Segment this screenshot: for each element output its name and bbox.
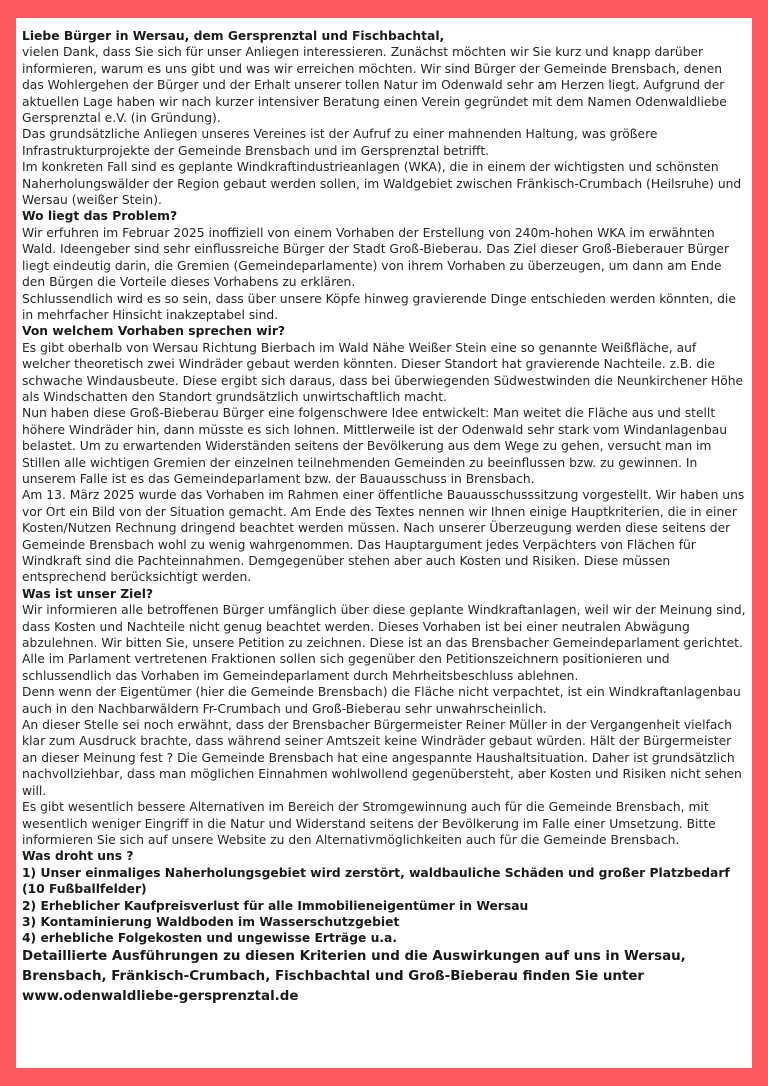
goal-heading: Was ist unser Ziel? bbox=[22, 586, 154, 601]
threat-item-3: 3) Kontaminierung Waldboden im Wasserschutzgebiet bbox=[22, 914, 400, 929]
problem-heading: Wo liegt das Problem? bbox=[22, 209, 178, 224]
goal-paragraph-5: Es gibt wesentlich bessere Alternativen im Bereich der Stromgewinnung auch für die Gemeinde Brensbach, mit wesentlich weniger Eingriff in die Natur und Widerstand seitens der Bevölkerung im Falle einer Umsetzung. Bitte informieren Sie sich auf unsere Website zu den Alternativmöglichkeiten auch für die Gemeinde Brensbach. bbox=[22, 800, 716, 847]
threat-item-1: 1) Unser einmaliges Naherholungsgebiet wird zerstört, waldbauliche Schäden und großer Platzbedarf (10 Fußballfelder) bbox=[22, 865, 730, 897]
intro-paragraph-2: Das grundsätzliche Anliegen unseres Vereines ist der Aufruf zu einer mahnenden Haltung, was größere Infrastrukturprojekte der Gemeinde Brensbach und im Gersprenztal betrifft. bbox=[22, 127, 658, 158]
greeting-heading: Liebe Bürger in Wersau, dem Gersprenztal und Fischbachtal, bbox=[22, 29, 445, 43]
project-paragraph-3: Am 13. März 2025 wurde das Vorhaben im Rahmen einer öffentliche Bauausschusssitzung vorgestellt. Wir haben uns vor Ort ein Bild von der Situation gemacht. Am Ende des Textes nennen wir Ihnen einige Hauptkriterien, die in einer Kosten/Nutzen Rechnung dringend beachtet werden müssen. Nach unserer Überzeugung werden diese seitens der Gemeinde Brensbach wohl zu wenig wahrgenommen. Das Hauptargument jedes Verpächters von Flächen für Windkraft sind die Pachteinnahmen. Demgegenüber stehen aber auch Kosten und Risiken. Diese müssen entsprechend berücksichtigt werden. bbox=[22, 488, 745, 585]
problem-paragraph-1: Wir erfuhren im Februar 2025 inoffiziell von einem Vorhaben der Erstellung von 240m-hohen WKA im erwähnten Wald. Ideengeber sind sehr einflussreiche Bürger der Stadt Groß-Bieberau. Das Ziel dieser Groß-Bieberauer Bürger liegt eindeutig darin, die Gremien (Gemeindeparlamente) von ihrem Vorhaben zu überzeugen, um dann am Ende den Bürgen die Vorteile dieses Vorhabens zu erklären. bbox=[22, 225, 730, 290]
problem-paragraph-2: Schlussendlich wird es so sein, dass über unsere Köpfe hinweg gravierende Dinge entschieden werden könnten, die in mehrfacher Hinsicht inakzeptabel sind. bbox=[22, 291, 736, 322]
project-heading: Von welchem Vorhaben sprechen wir? bbox=[22, 324, 286, 339]
closing-statement: Detaillierte Ausführungen zu diesen Kriterien und die Auswirkungen auf uns in Wersau, Brensbach, Fränkisch-Crumbach, Fischbachtal und Groß-Bieberau finden Sie unter www.odenwaldliebe-gersprenztal.de bbox=[22, 948, 686, 1004]
threat-heading: Was droht uns ? bbox=[22, 849, 134, 864]
goal-paragraph-2: Alle im Parlament vertretenen Fraktionen sollen sich gegenüber den Petitionszeichnern positionieren und schlussendlich das Vorhaben im Gemeindeparlament durch Mehrheitsbeschluss ablehnen. bbox=[22, 652, 670, 683]
intro-paragraph-1: vielen Dank, dass Sie sich für unser Anliegen interessieren. Zunächst möchten wir Sie kurz und knapp darüber informieren, warum es uns gibt und was wir erreichen möchten. Wir sind Bürger der Gemeinde Brensbach, denen das Wohlergehen der Bürger und der Erhalt unserer tollen Natur im Odenwald sehr am Herzen liegt. Aufgrund der aktuellen Lage haben wir nach kurzer intensiver Beratung einen Verein gegründet mit dem Namen Odenwaldliebe Gersprenztal e.V. (in Gründung). bbox=[22, 45, 727, 126]
project-paragraph-2: Nun haben diese Groß-Bieberau Bürger eine folgenschwere Idee entwickelt: Man weitet die Fläche aus und stellt höhere Windräder hin, dann müsste es sich lohnen. Mittlerweile ist der Odenwald sehr stark vom Windanlagenbau belastet. Um zu erwartenden Widerständen seitens der Bevölkerung aus dem Wege zu gehen, versucht man im Stillen alle wichtigen Gremien der einzelnen teilnehmenden Gemeinden zu beeinflussen bzw. zu gewinnen. In unserem Falle ist es das Gemeindeparlament bzw. der Bauausschuss in Brensbach. bbox=[22, 406, 728, 486]
threat-item-4: 4) erhebliche Folgekosten und ungewisse Erträge u.a. bbox=[22, 931, 398, 946]
goal-paragraph-1: Wir informieren alle betroffenen Bürger umfänglich über diese geplante Windkraftanlagen, weil wir der Meinung sind, dass Kosten und Nachteile nicht genug beachtet werden. Dieses Vorhaben ist bei einer neutralen Abwägung abzulehnen. Wir bitten Sie, unsere Petition zu zeichnen. Diese ist an das Brensbacher Gemeindeparlament gerichtet. bbox=[22, 603, 746, 651]
letter-page bbox=[16, 18, 752, 1068]
goal-paragraph-3: Denn wenn der Eigentümer (hier die Gemeinde Brensbach) die Fläche nicht verpachtet, ist ein Windkraftanlagenbau auch in den Nachbarwäldern Fr-Crumbach und Groß-Bieberau sehr unwahrscheinlich. bbox=[22, 685, 741, 716]
project-paragraph-1: Es gibt oberhalb von Wersau Richtung Bierbach im Wald Nähe Weißer Stein eine so genannte Weißfläche, auf welcher theoretisch zwei Windräder gebaut werden könnten. Dieser Standort hat gravierende Nachteile. z.B. die schwache Windausbeute. Diese ergibt sich daraus, dass bei überwiegenden Südwestwinden die Neunkirchener Höhe als Windschatten den Standort grundsätzlich unwirtschaftlich macht. bbox=[22, 340, 744, 404]
threat-item-2: 2) Erheblicher Kaufpreisverlust für alle Immobilieneigentümer in Wersau bbox=[22, 898, 529, 913]
goal-paragraph-4: An dieser Stelle sei noch erwähnt, dass der Brensbacher Bürgermeister Reiner Müller in der Vergangenheit vielfach klar zum Ausdruck brachte, dass während seiner Amtszeit keine Windräder gebaut würden. Hält der Bürgermeister an dieser Meinung fest ? Die Gemeinde Brensbach hat eine angespannte Haushaltsituation. Daher ist grundsätzlich nachvollziehbar, dass man möglichen Einnahmen wohlwollend gegenübersteht, aber Kosten und Risiken nicht sehen will. bbox=[22, 718, 742, 798]
intro-paragraph-3: Im konkreten Fall sind es geplante Windkraftindustrieanlagen (WKA), die in einem der wichtigsten und schönsten Naherholungswälder der Region gebaut werden sollen, im Waldgebiet zwischen Fränkisch-Crumbach (Heilsruhe) und Wersau (weißer Stein). bbox=[22, 160, 742, 208]
